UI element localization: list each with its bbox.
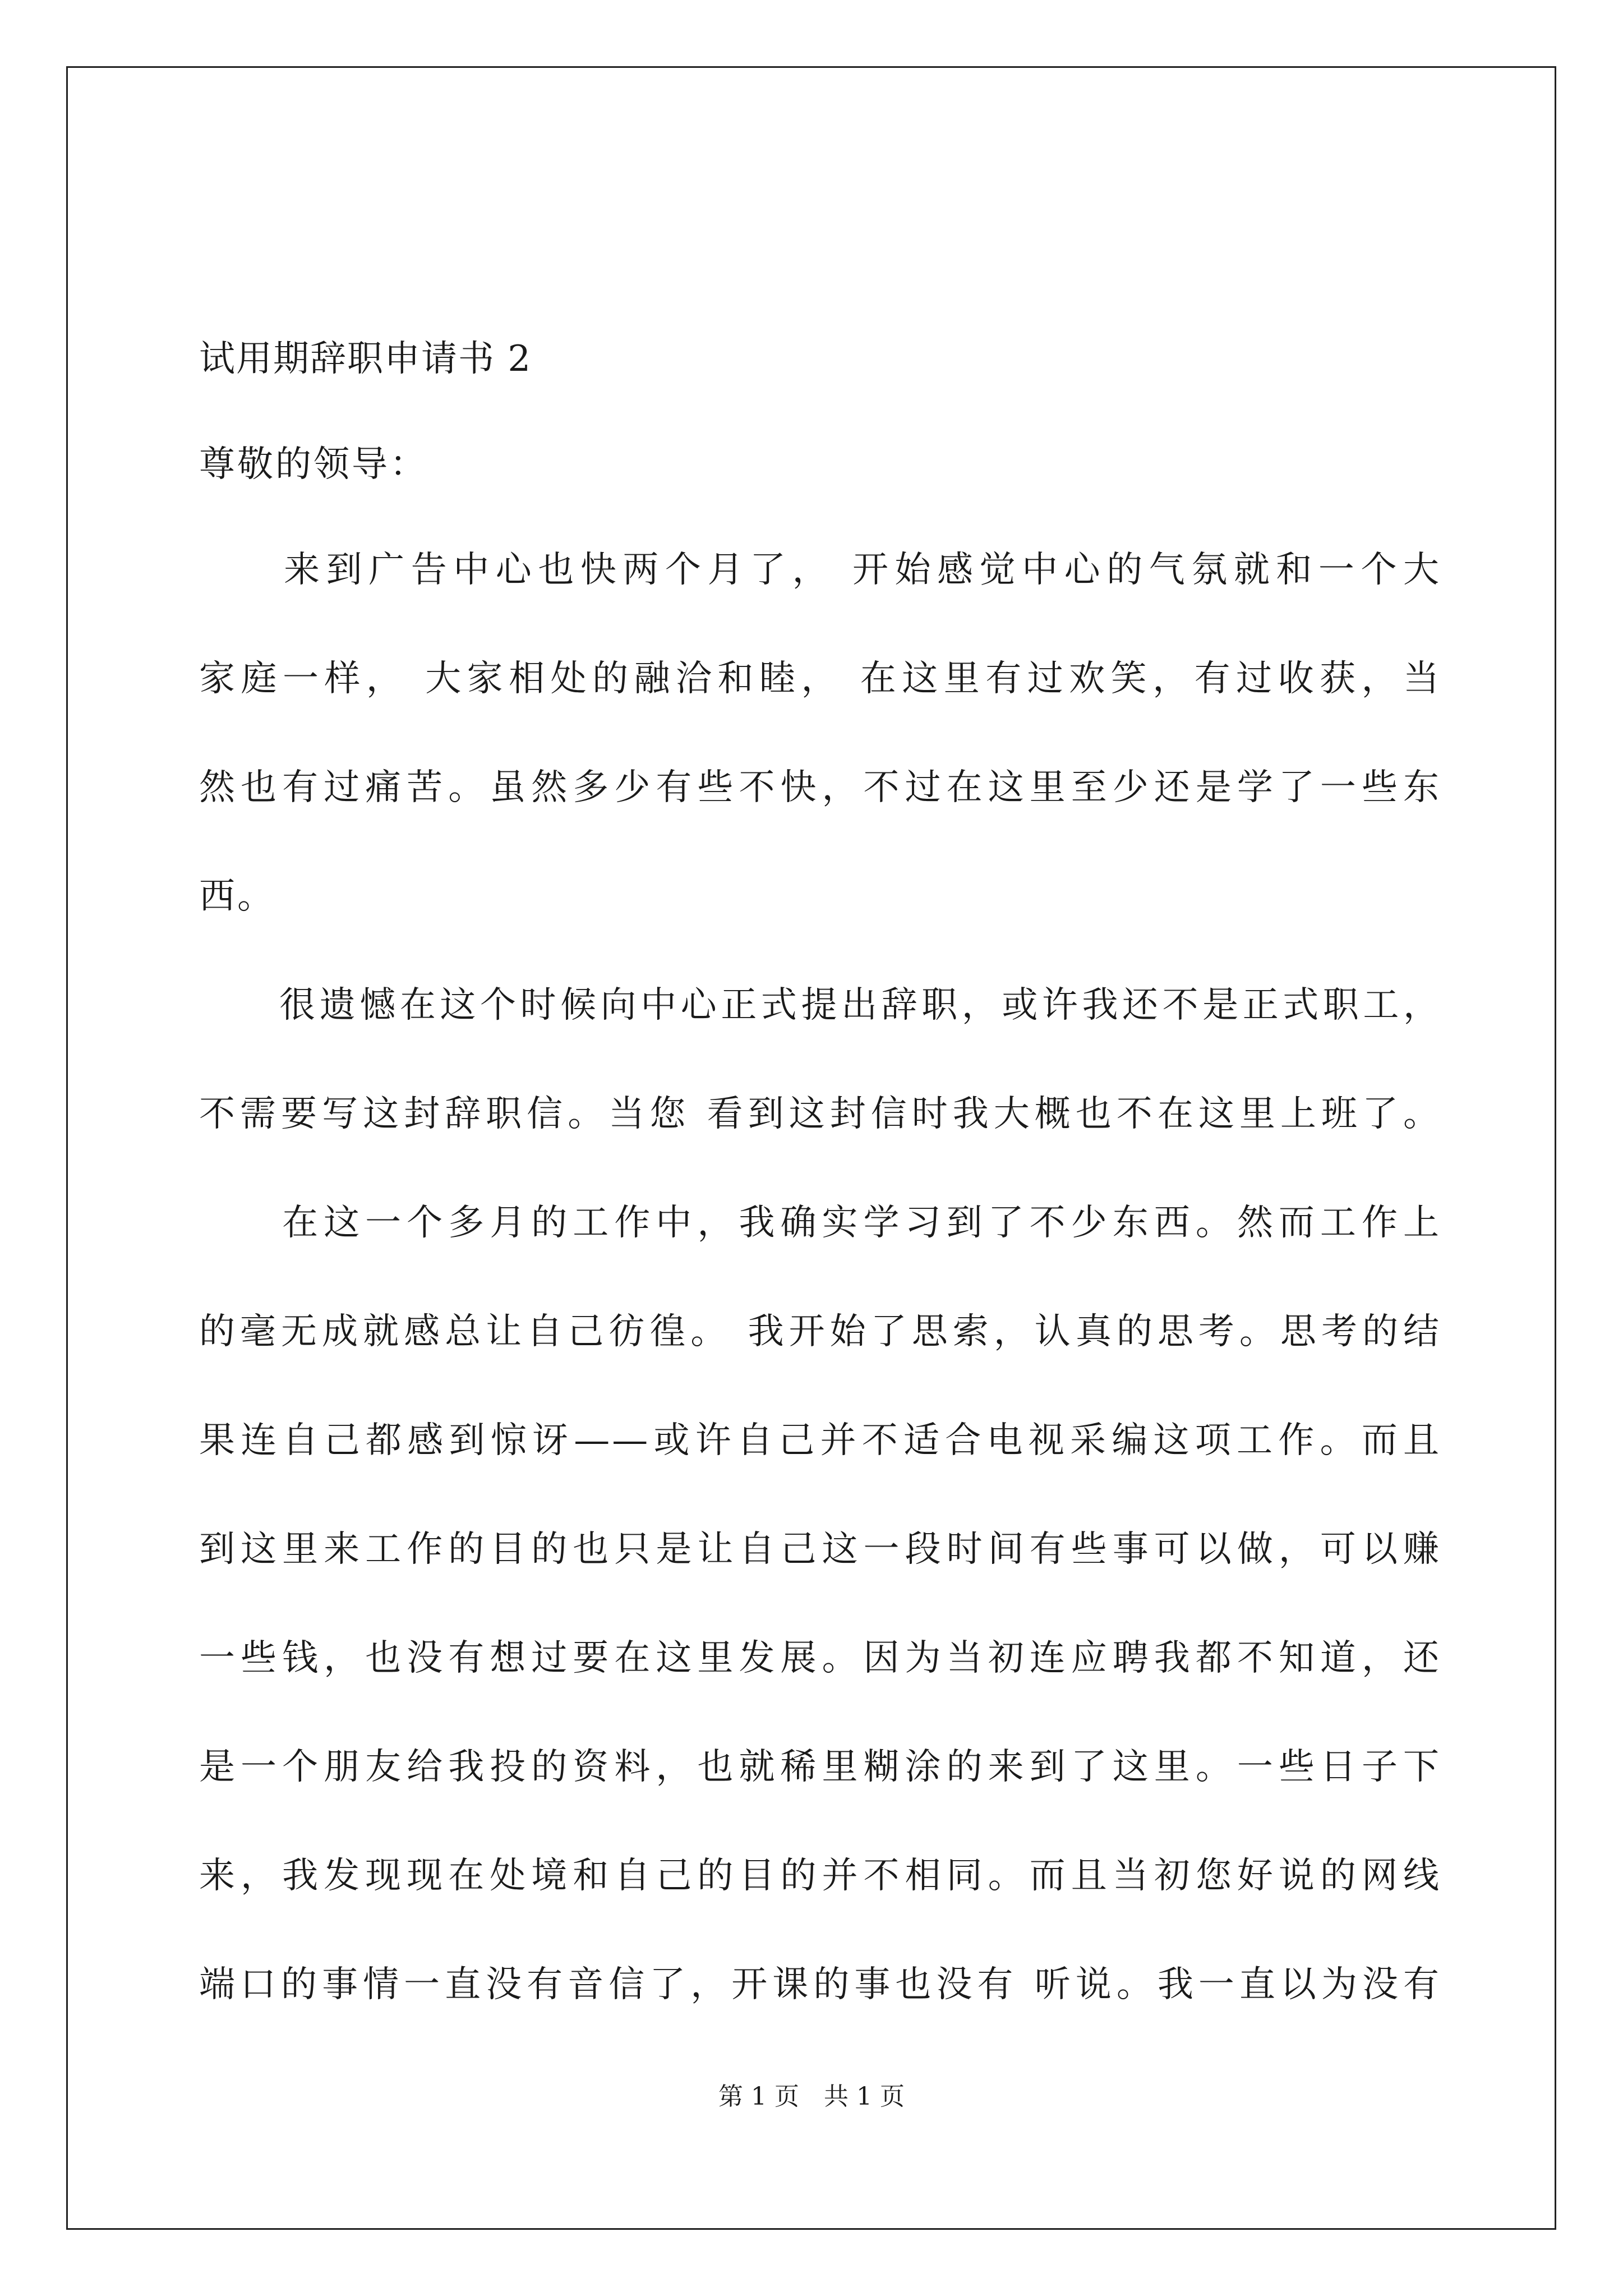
paragraph-line: 到这里来工作的目的也只是让自己这一段时间有些事可以做，可以赚: [199, 1529, 1441, 1570]
page-number: 第 1 页 共 1 页: [718, 2082, 905, 2111]
paragraph-line: 在这一个多月的工作中，我确实学习到了不少东西。然而工作上: [199, 1202, 1441, 1244]
salutation: 尊敬的领导：: [199, 444, 428, 485]
paragraph-line: 的毫无成就感总让自己彷徨。 我开始了思索，认真的思考。思考的结: [199, 1311, 1441, 1352]
paragraph-line: 西。: [199, 876, 275, 917]
paragraph-line: 家庭一样， 大家相处的融洽和睦， 在这里有过欢笑，有过收获，当: [199, 658, 1441, 700]
page-border: [66, 66, 1556, 2230]
paragraph-line: 来到广告中心也快两个月了， 开始感觉中心的气氛就和一个大: [199, 549, 1441, 591]
paragraph-line: 端口的事情一直没有音信了，开课的事也没有 听说。我一直以为没有: [199, 1964, 1441, 2005]
paragraph-line: 很遗憾在这个时候向中心正式提出辞职，或许我还不是正式职工，: [199, 984, 1441, 1026]
paragraph-line: 然也有过痛苦。虽然多少有些不快，不过在这里至少还是学了一些东: [199, 767, 1441, 808]
paragraph-line: 是一个朋友给我投的资料，也就稀里糊涂的来到了这里。一些日子下: [199, 1746, 1441, 1788]
paragraph-line: 一些钱，也没有想过要在这里发展。因为当初连应聘我都不知道，还: [199, 1637, 1441, 1679]
paragraph-line: 不需要写这封辞职信。当您 看到这封信时我大概也不在这里上班了。: [199, 1093, 1441, 1135]
document-title: 试用期辞职申请书 2: [199, 338, 532, 380]
paragraph-line: 来，我发现现在处境和自己的目的并不相同。而且当初您好说的网线: [199, 1855, 1441, 1897]
paragraph-line: 果连自己都感到惊讶——或许自己并不适合电视采编这项工作。而且: [199, 1420, 1441, 1461]
